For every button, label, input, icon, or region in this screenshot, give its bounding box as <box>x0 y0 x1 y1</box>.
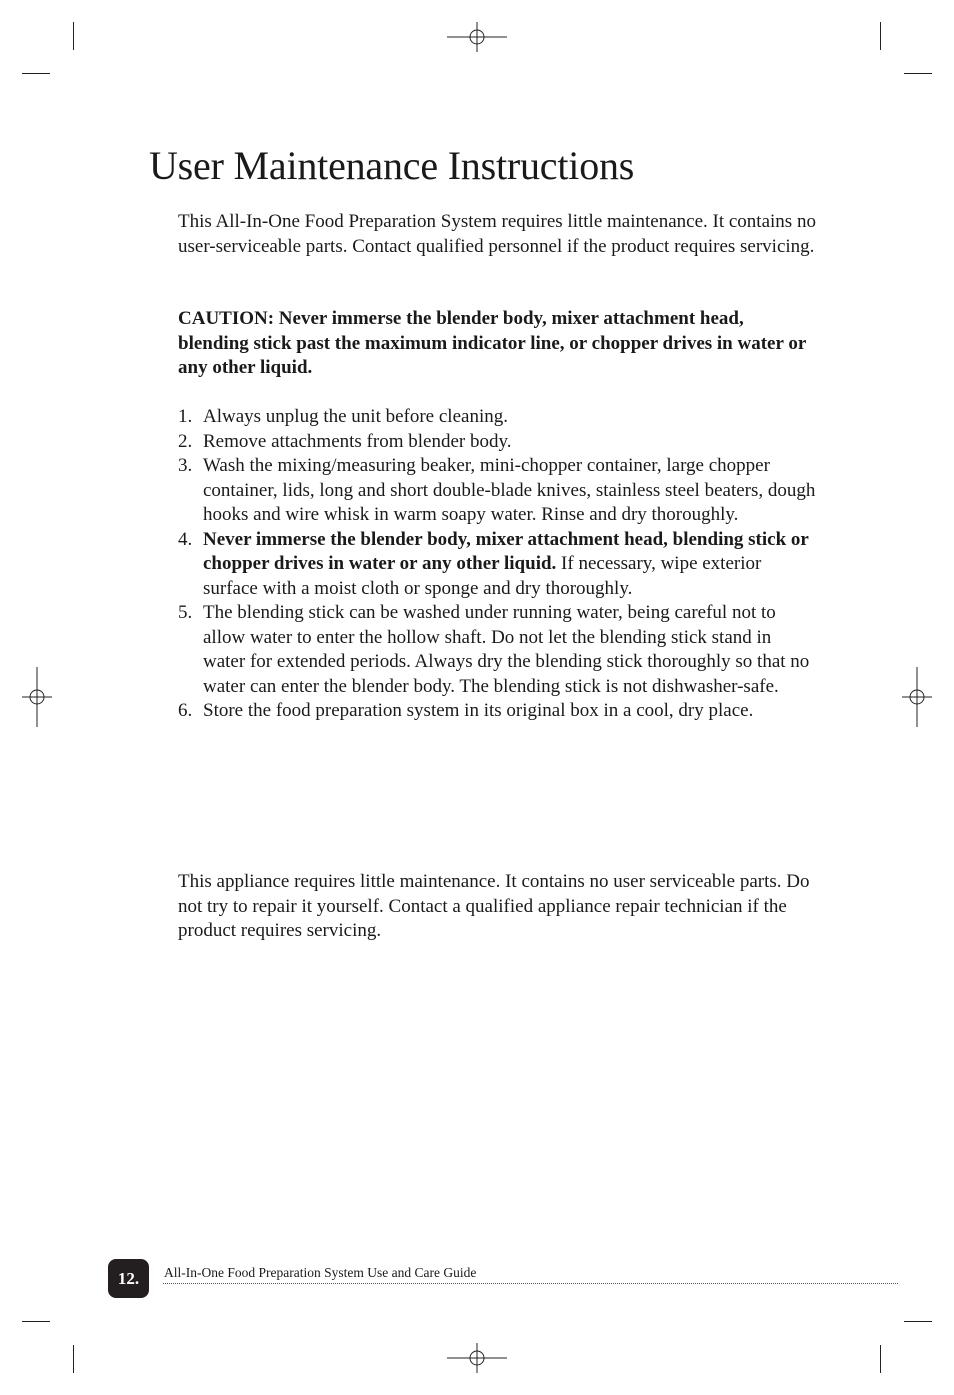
list-item <box>178 430 818 455</box>
step-text: Store the food preparation system in its original box in a cool, dry place. <box>203 700 754 721</box>
cleaning-steps-list <box>178 405 818 724</box>
list-item <box>178 405 818 430</box>
registration-mark-top-icon <box>447 22 507 52</box>
list-item <box>178 454 818 528</box>
intro-paragraph: This All-In-One Food Preparation System requires little maintenance. It contains no user-serviceable parts. Contact qualified personnel if the product requires servicing. <box>178 211 816 257</box>
step-text-container <box>203 528 818 602</box>
registration-mark-bottom-icon <box>447 1343 507 1373</box>
step-number: 6. <box>178 700 193 721</box>
list-item <box>178 601 818 699</box>
footer-dotted-rule <box>163 1283 898 1284</box>
step-number: 5. <box>178 602 193 623</box>
crop-mark-top-left-horizontal <box>22 73 50 74</box>
registration-mark-left-icon <box>22 667 52 727</box>
step-text: Always unplug the unit before cleaning. <box>203 406 508 427</box>
crop-mark-bottom-left-vertical <box>73 1345 74 1373</box>
footer-guide-title: All-In-One Food Preparation System Use and Care Guide <box>164 1265 477 1280</box>
registration-mark-right-icon <box>902 667 932 727</box>
step-text: Wash the mixing/measuring beaker, mini-chopper container, large chopper container, lids, long and short double-blade knives, stainless steel beaters, dough hooks and wire whisk in warm soapy water. Rinse and dry thoroughly. <box>203 455 816 525</box>
page-title: User Maintenance Instructions <box>149 143 635 188</box>
step-number: 4. <box>178 528 193 550</box>
caution-paragraph: CAUTION: Never immerse the blender body, mixer attachment head, blending stick past the maximum indicator line, or chopper drives in water or any other liquid. <box>178 308 806 378</box>
page-number-badge: 12. <box>108 1259 149 1298</box>
step-text: If necessary, wipe exterior surface with a moist cloth or sponge and dry thoroughly. <box>203 553 762 599</box>
crop-mark-bottom-right-horizontal <box>904 1321 932 1322</box>
step-number: 3. <box>178 455 193 476</box>
closing-paragraph: This appliance requires little maintenance. It contains no user serviceable parts. Do not try to repair it yourself. Contact a qualified appliance repair technician if the product requires servicing. <box>178 871 810 941</box>
step-text: Remove attachments from blender body. <box>203 430 512 452</box>
list-item <box>178 528 818 602</box>
crop-mark-top-left-vertical <box>73 22 74 50</box>
crop-mark-bottom-right-vertical <box>880 1345 881 1373</box>
step-text: The blending stick can be washed under running water, being careful not to allow water to enter the hollow shaft. Do not let the blending stick stand in water for extended periods. Always dry the blending stick thoroughly so that no water can enter the blender body. The blending stick is not dishwasher-safe. <box>203 602 810 697</box>
crop-mark-top-right-vertical <box>880 22 881 50</box>
step-number: 2. <box>178 430 193 452</box>
crop-mark-top-right-horizontal <box>904 73 932 74</box>
step-warning-text: Never immerse the blender body, mixer attachment head, blending stick or chopper drives in water or any other liquid. <box>203 528 809 574</box>
list-item <box>178 699 818 724</box>
crop-mark-bottom-left-horizontal <box>22 1321 50 1322</box>
step-number: 1. <box>178 406 193 427</box>
